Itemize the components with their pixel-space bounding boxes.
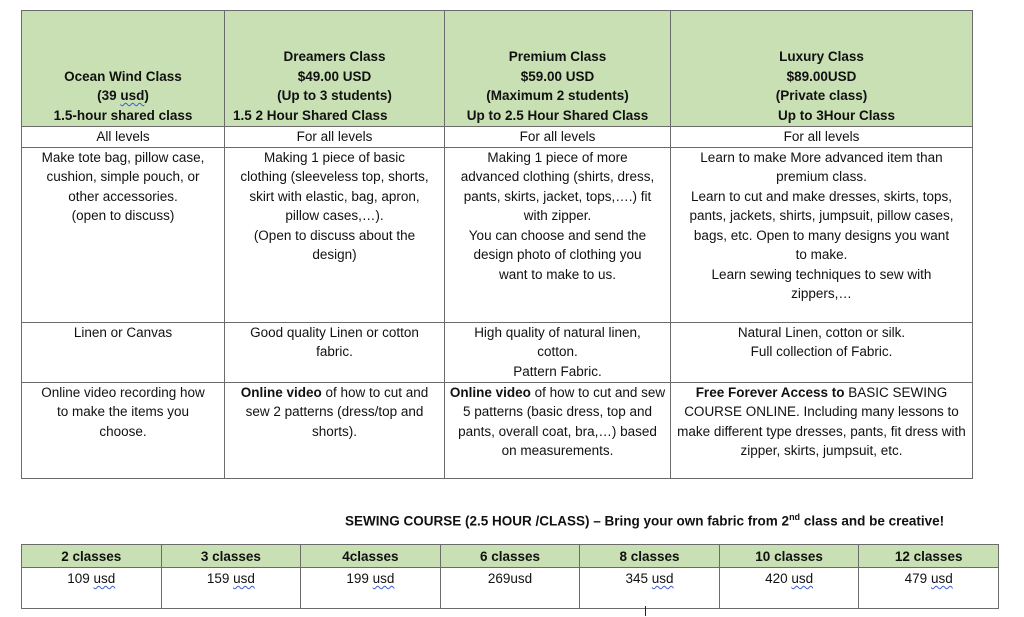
class-header-row	[22, 11, 973, 127]
resource-highlight: Online video	[449, 384, 531, 400]
class-header-luxury	[671, 11, 973, 127]
text-line: skirt with elastic, bag, apron,	[249, 188, 420, 204]
text-line: Pattern Fabric.	[513, 363, 602, 379]
text-line: Make tote bag, pillow case,	[41, 149, 205, 165]
text-line: to make the items you	[56, 404, 190, 419]
resource-text: of how to cut and sew 5 patterns (basic dress, top and pants, overall coat, bra,…) based on measurements.	[458, 384, 666, 458]
text-line: Making 1 piece of more	[487, 149, 628, 165]
text-line: premium class.	[776, 169, 867, 184]
resource-text: of how to cut and sew 2 patterns (dress/top and shorts).	[245, 384, 429, 439]
sewing-course-title: SEWING COURSE (2.5 HOUR /CLASS) – Bring your own fabric from 2nd class and be creative!	[345, 512, 945, 529]
fabric-cell	[225, 322, 445, 382]
text-line: Online video recording how	[41, 384, 205, 400]
resource-highlight: Free Forever Access to	[695, 384, 845, 400]
class-price: (39 usd)	[97, 88, 149, 103]
class-header-dreamers	[225, 11, 445, 127]
class-price: $49.00 USD	[297, 68, 372, 84]
class-capacity: 1.5-hour shared class	[53, 107, 193, 123]
fabric-cell	[22, 322, 225, 382]
text-line: (open to discuss)	[71, 208, 175, 223]
class-comparison-table	[21, 10, 973, 479]
class-header-premium	[445, 11, 671, 127]
text-line: Learn sewing techniques to sew with	[711, 266, 932, 282]
online-resources-row	[22, 382, 973, 478]
text-line: design)	[312, 247, 357, 262]
level-cell: For all levels	[445, 127, 671, 148]
text-line: clothing (sleeveless top, shorts,	[240, 169, 429, 184]
text-line: other accessories.	[68, 188, 178, 204]
text-line: (Open to discuss about the	[253, 227, 416, 243]
class-header-ocean-wind	[22, 11, 225, 127]
package-price: 345 usd	[580, 568, 720, 609]
text-line: pants, jackets, shirts, jumpsuit, pillow cases,	[689, 208, 954, 223]
text-line: Good quality Linen or cotton	[250, 324, 419, 340]
package-header: 4classes	[301, 545, 441, 568]
package-price: 199 usd	[301, 568, 441, 609]
text-line: design photo of clothing you	[473, 247, 642, 262]
text-line: You can choose and send the	[468, 227, 647, 243]
text-line: bags, etc. Open to many designs you want	[693, 227, 950, 243]
package-price: 109 usd	[22, 568, 162, 609]
class-capacity: (Maximum 2 students)	[486, 88, 629, 103]
text-line: fabric.	[316, 344, 353, 359]
price-value-row	[22, 568, 999, 609]
class-name: Dreamers Class	[283, 49, 386, 64]
class-capacity: (Private class)	[775, 88, 868, 103]
package-price: 420 usd	[719, 568, 859, 609]
text-line: High quality of natural linen,	[474, 324, 641, 340]
description-row	[22, 147, 973, 322]
class-name: Luxury Class	[779, 49, 864, 64]
text-line: pillow cases,…).	[285, 208, 384, 223]
package-price: 159 usd	[161, 568, 301, 609]
class-duration: 1.5 2 Hour Shared Class	[233, 107, 388, 123]
class-price: $59.00 USD	[520, 68, 595, 84]
description-cell	[671, 147, 973, 322]
online-resources-cell	[22, 382, 225, 478]
package-header: 8 classes	[580, 545, 720, 568]
online-resources-cell	[445, 382, 671, 478]
resource-highlight: Online video	[240, 384, 322, 400]
fabric-cell	[671, 322, 973, 382]
package-price: 479 usd	[859, 568, 999, 609]
text-line: advanced clothing (shirts, dress,	[460, 169, 655, 184]
class-duration: Up to 3Hour Class	[777, 107, 896, 123]
text-line: choose.	[99, 423, 147, 439]
package-header: 12 classes	[859, 545, 999, 568]
sewing-course-price-table	[21, 544, 999, 609]
description-cell	[445, 147, 671, 322]
level-cell: All levels	[22, 127, 225, 148]
text-line: Learn to make More advanced item than	[700, 149, 943, 165]
online-resources-cell	[225, 382, 445, 478]
text-line: Full collection of Fabric.	[750, 344, 893, 359]
text-line: Making 1 piece of basic	[263, 149, 406, 165]
level-cell: For all levels	[671, 127, 973, 148]
class-capacity: (Up to 3 students)	[277, 88, 392, 103]
level-row	[22, 127, 973, 148]
package-header: 6 classes	[440, 545, 580, 568]
class-name: Premium Class	[508, 49, 607, 64]
class-name: Ocean Wind Class	[64, 68, 182, 84]
text-line: pants, skirts, jacket, tops,….) fit	[463, 188, 652, 204]
text-cursor	[645, 606, 646, 616]
package-header: 2 classes	[22, 545, 162, 568]
package-header: 3 classes	[161, 545, 301, 568]
class-price: $89.00USD	[786, 68, 857, 84]
package-price: 269usd	[440, 568, 580, 609]
text-line: Linen or Canvas	[73, 324, 173, 340]
text-line: with zipper.	[523, 208, 592, 223]
fabric-cell	[445, 322, 671, 382]
fabric-row	[22, 322, 973, 382]
description-cell	[225, 147, 445, 322]
text-line: zippers,…	[791, 286, 852, 301]
level-cell: For all levels	[225, 127, 445, 148]
package-header: 10 classes	[719, 545, 859, 568]
class-duration: Up to 2.5 Hour Shared Class	[466, 107, 649, 123]
text-line: cushion, simple pouch, or	[46, 169, 200, 184]
online-resources-cell	[671, 382, 973, 478]
text-line: Learn to cut and make dresses, skirts, tops,	[690, 188, 953, 204]
text-line: cotton.	[537, 344, 578, 359]
text-line: Natural Linen, cotton or silk.	[737, 324, 906, 340]
price-header-row	[22, 545, 999, 568]
text-line: want to make to us.	[498, 266, 617, 282]
resource-text: BASIC SEWING COURSE ONLINE. Including many lessons to make different type dresses, pants, fit dress with zipper, skirts, jumpsuit, etc.	[677, 384, 966, 458]
text-line: to make.	[795, 247, 848, 262]
description-cell	[22, 147, 225, 322]
